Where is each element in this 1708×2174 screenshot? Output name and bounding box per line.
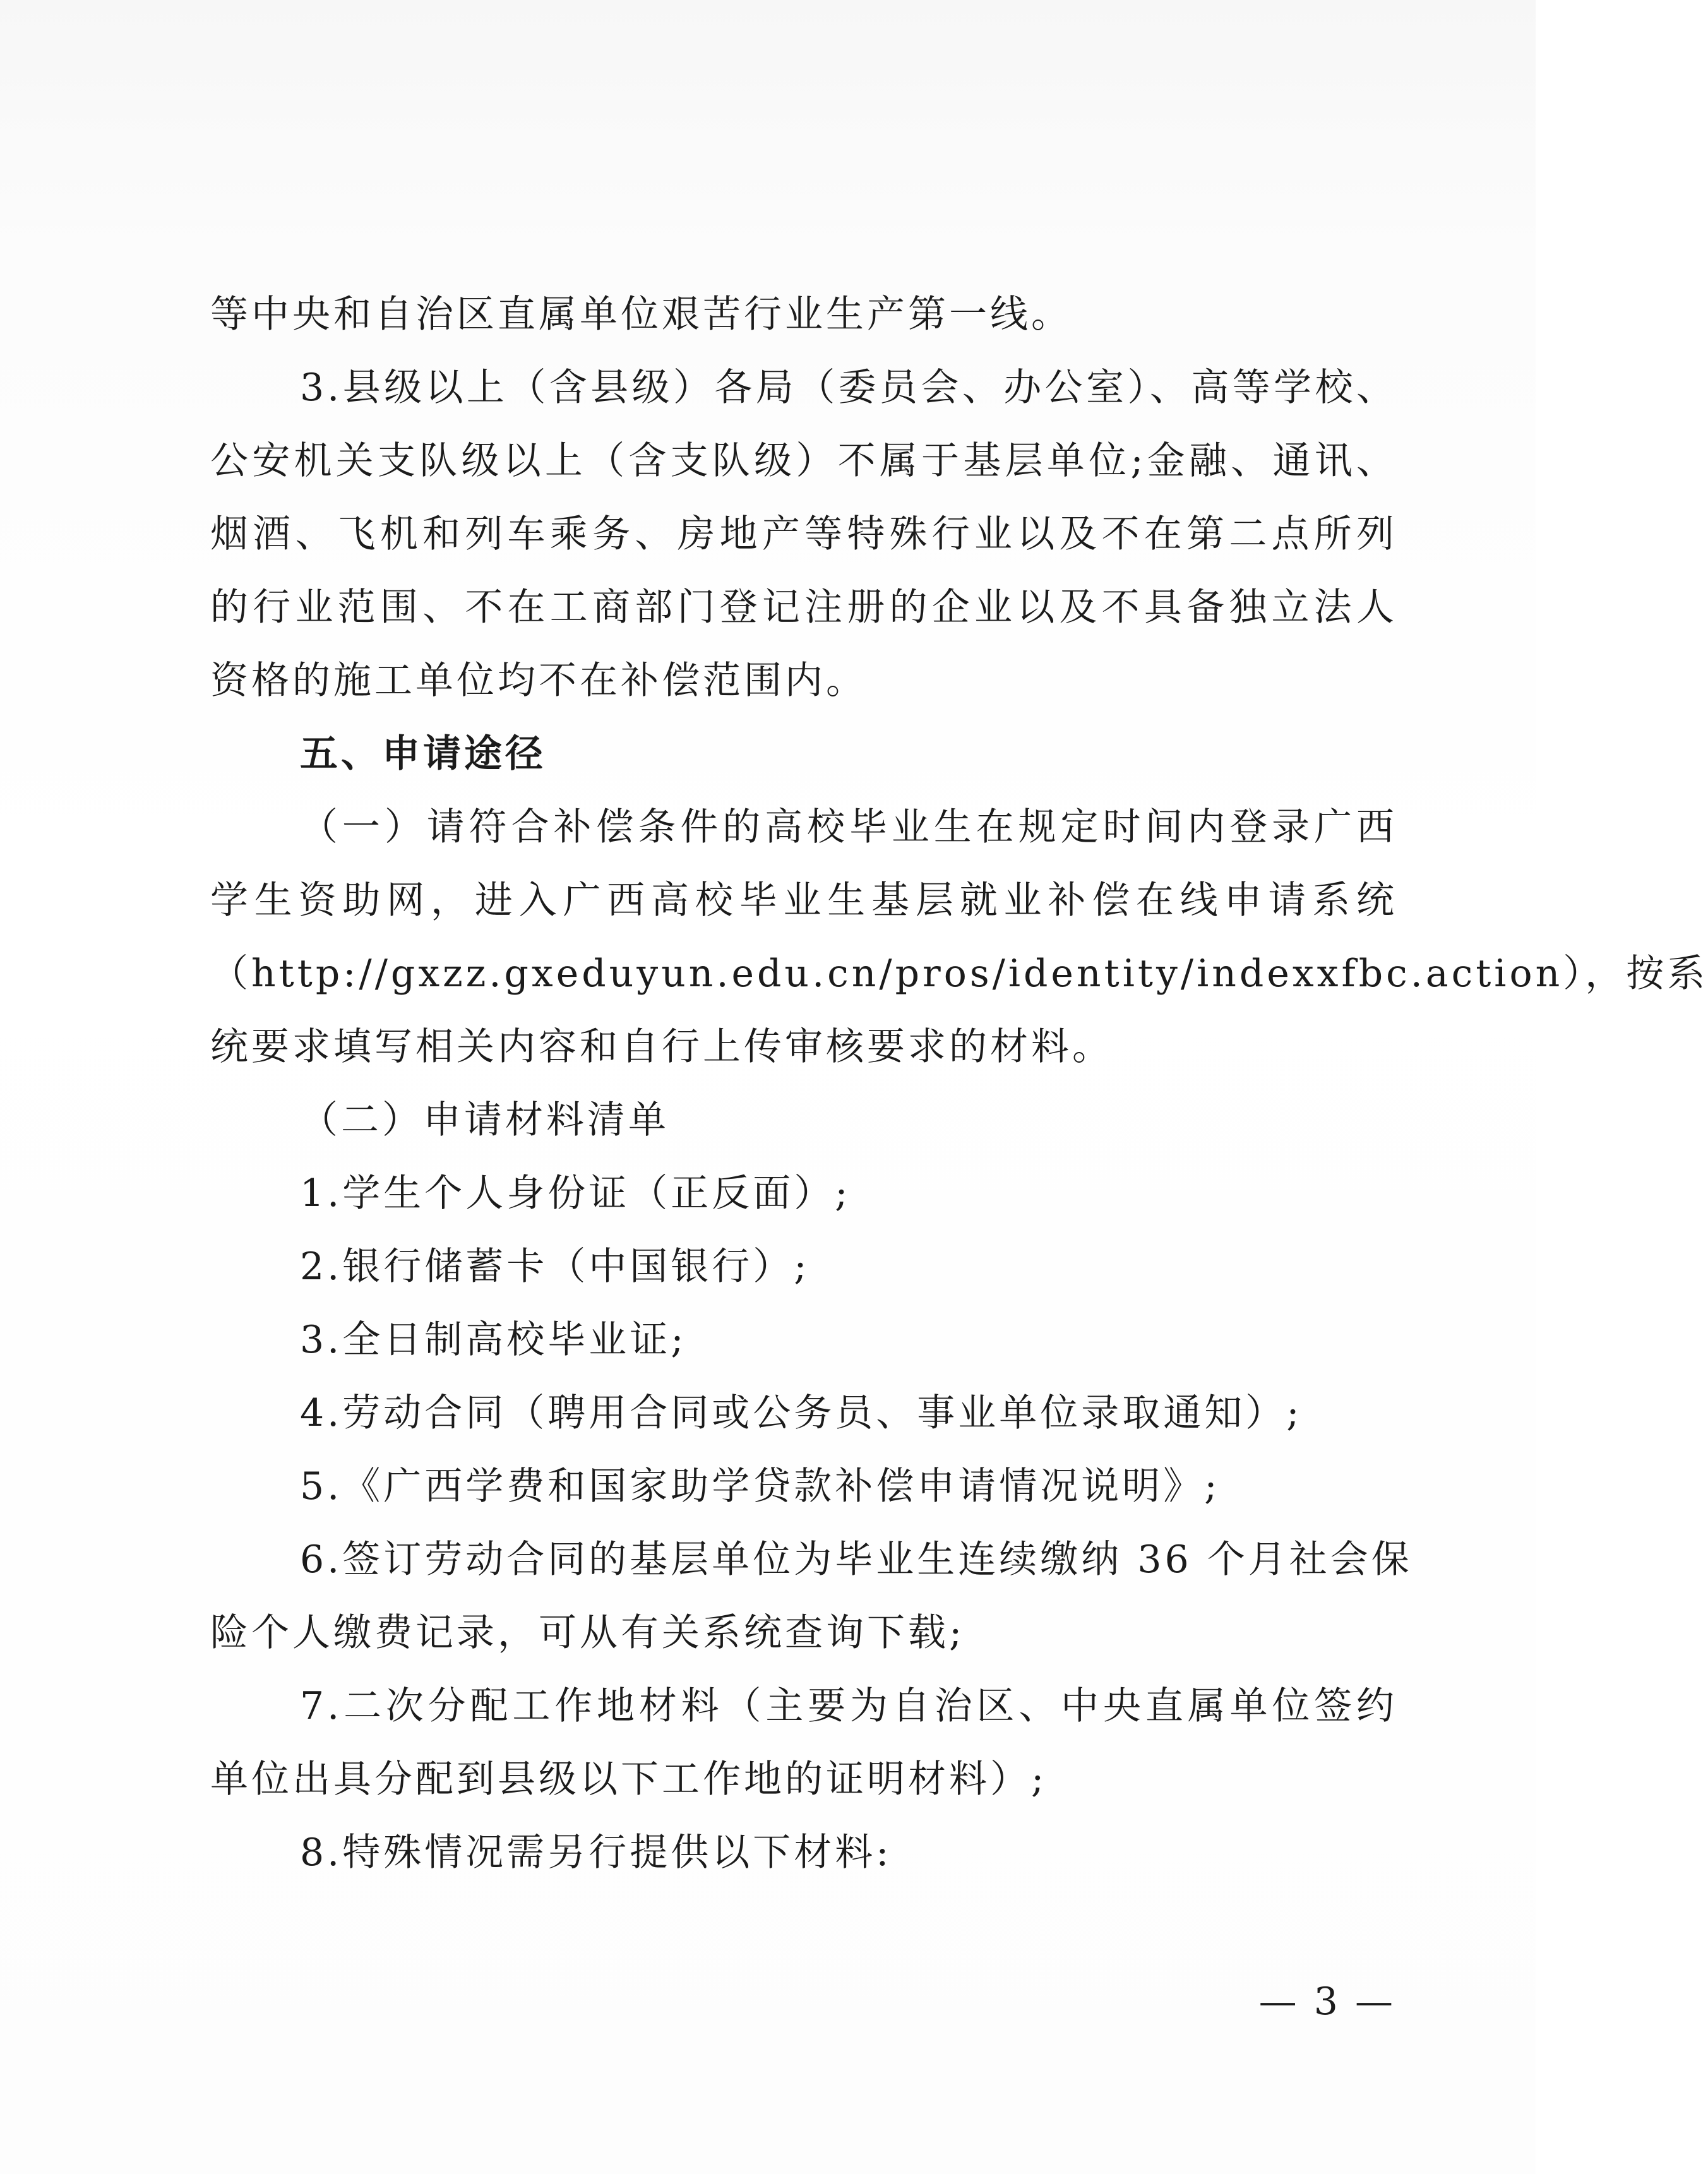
list-item-continuation: 险个人缴费记录，可从有关系统查询下载; [210,1611,965,1655]
paragraph-line: 3.县级以上（含县级）各局（委员会、办公室）、高等学校、 [300,366,1397,410]
paragraph-line: （一）请符合补偿条件的高校毕业生在规定时间内登录广西 [300,805,1397,849]
list-item: 3.全日制高校毕业证; [300,1318,687,1362]
section-heading: 五、申请途径 [300,732,546,776]
list-item: 5.《广西学费和国家助学贷款补偿申请情况说明》; [300,1464,1221,1508]
body-text [210,278,1708,1889]
list-item-continuation: 单位出具分配到县级以下工作地的证明材料）; [210,1757,1048,1801]
paragraph-line: 的行业范围、不在工商部门登记注册的企业以及不具备独立法人 [210,585,1397,630]
list-item: 4.劳动合同（聘用合同或公务员、事业单位录取通知）; [300,1391,1303,1435]
page-number: — 3 — [1258,1980,1395,2024]
paragraph-line: 等中央和自治区直属单位艰苦行业生产第一线。 [210,292,1072,337]
list-item: 1.学生个人身份证（正反面）; [300,1171,851,1215]
list-item: 6.签订劳动合同的基层单位为毕业生连续缴纳 36 个月社会保 [300,1538,1412,1582]
paragraph-line: 学生资助网，进入广西高校毕业生基层就业补偿在线申请系统 [210,878,1397,923]
list-item: 8.特殊情况需另行提供以下材料: [300,1831,892,1875]
paragraph-line: 资格的施工单位均不在补偿范围内。 [210,659,867,703]
list-item: 2.银行储蓄卡（中国银行）; [300,1245,810,1289]
url-line: （http://gxzz.gxeduyun.edu.cn/pros/identity/indexxfbc.action），按系 [210,952,1708,996]
list-item: 7.二次分配工作地材料（主要为自治区、中央直属单位签约 [300,1684,1397,1728]
paragraph-line: 公安机关支队级以上（含支队级）不属于基层单位;金融、通讯、 [210,439,1397,483]
paragraph-line: 统要求填写相关内容和自行上传审核要求的材料。 [210,1025,1113,1069]
paragraph-line: 烟酒、飞机和列车乘务、房地产等特殊行业以及不在第二点所列 [210,512,1397,556]
subsection-heading: （二）申请材料清单 [300,1098,669,1142]
